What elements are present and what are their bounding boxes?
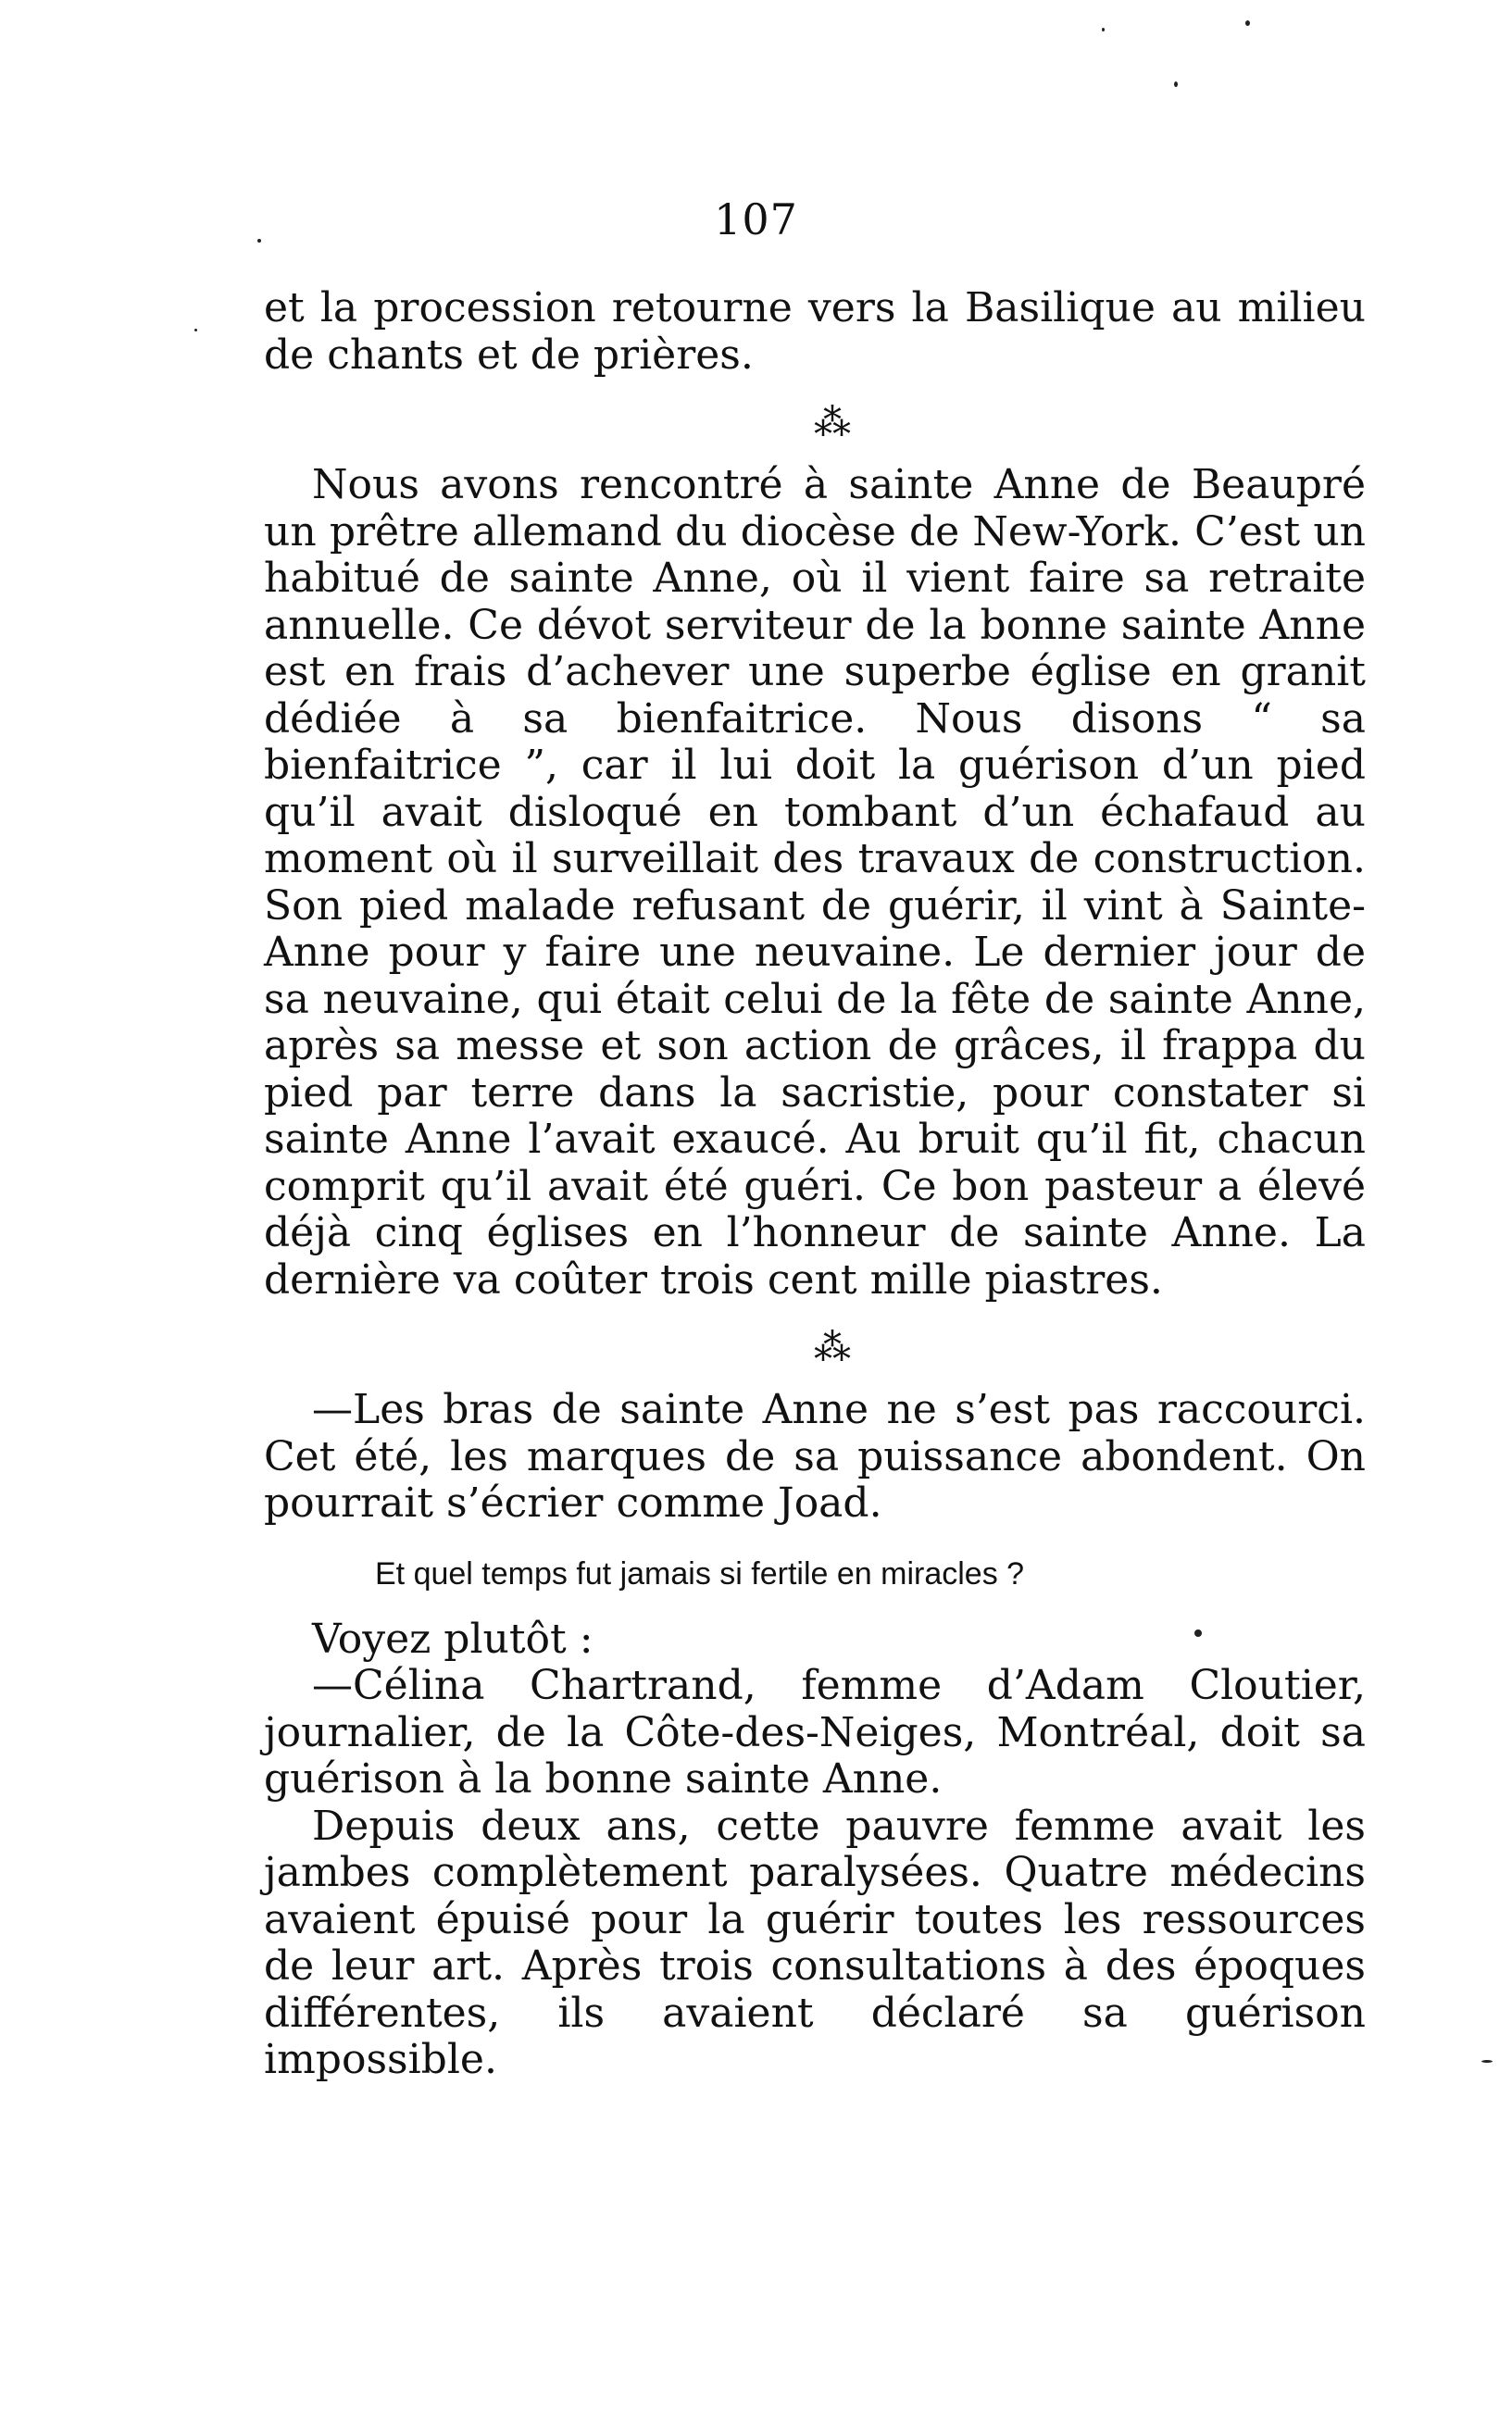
- scan-speck: [1245, 20, 1250, 26]
- paragraph-german-priest: Nous avons rencontré à sainte Anne de Beaupré un prêtre allemand du diocèse de New-York. C’est un habitué de sainte Anne, où il vient faire sa retraite annuelle. Ce dévot serviteur de la bonne sainte Anne est en frais d’achever une superbe église en granit dédiée à sa bienfaitrice. Nous disons “ sa bienfaitrice ”, car il lui doit la guérison d’un pied qu’il avait disloqué en tombant d’un échafaud au moment où il surveillait des travaux de construction. Son pied malade refusant de guérir, il vint à Sainte-Anne pour y faire une neuvaine. Le dernier jour de sa neuvaine, qui était celui de la fête de sainte Anne, après sa messe et son action de grâces, il frappa du pied par terre dans la sacristie, pour constater si sainte Anne l’avait exaucé. Au bruit qu’il fit, chacun comprit qu’il avait été guéri. Ce bon pasteur a élevé déjà cinq églises en l’honneur de sainte Anne. La dernière va coûter trois cent mille piastres.: [264, 461, 1366, 1304]
- paragraph-procession: et la procession retourne vers la Basilique au milieu de chants et de prières.: [264, 284, 1366, 379]
- scan-speck: [1174, 81, 1178, 87]
- verse-quotation: Et quel temps fut jamais si fertile en miracles ?: [375, 1555, 1025, 1592]
- paragraph-celina-chartrand: —Célina Chartrand, femme d’Adam Cloutier, journalier, de la Côte-des-Neiges, Montréal, doit sa guérison à la bonne sainte Anne.: [264, 1662, 1366, 1803]
- paragraph-voyez: Voyez plutôt :: [312, 1615, 594, 1663]
- scan-speck: [1102, 28, 1105, 31]
- section-separator: ⁂: [814, 402, 853, 444]
- page-number: 107: [714, 194, 798, 244]
- section-separator: ⁂: [814, 1327, 853, 1369]
- paragraph-depuis-deux-ans: Depuis deux ans, cette pauvre femme avait les jambes complètement paralysées. Quatre médecins avaient épuisé pour la guérir toutes les ressources de leur art. Après trois consultations à des époques différentes, ils avaient déclaré sa guérison impossible.: [264, 1802, 1366, 2083]
- paragraph-bras-sainte-anne: —Les bras de sainte Anne ne s’est pas raccourci. Cet été, les marques de sa puissance abondent. On pourrait s’écrier comme Joad.: [264, 1386, 1366, 1527]
- scan-speck: [194, 329, 197, 331]
- scan-speck: [1481, 2060, 1493, 2063]
- page-body: [264, 285, 1366, 2084]
